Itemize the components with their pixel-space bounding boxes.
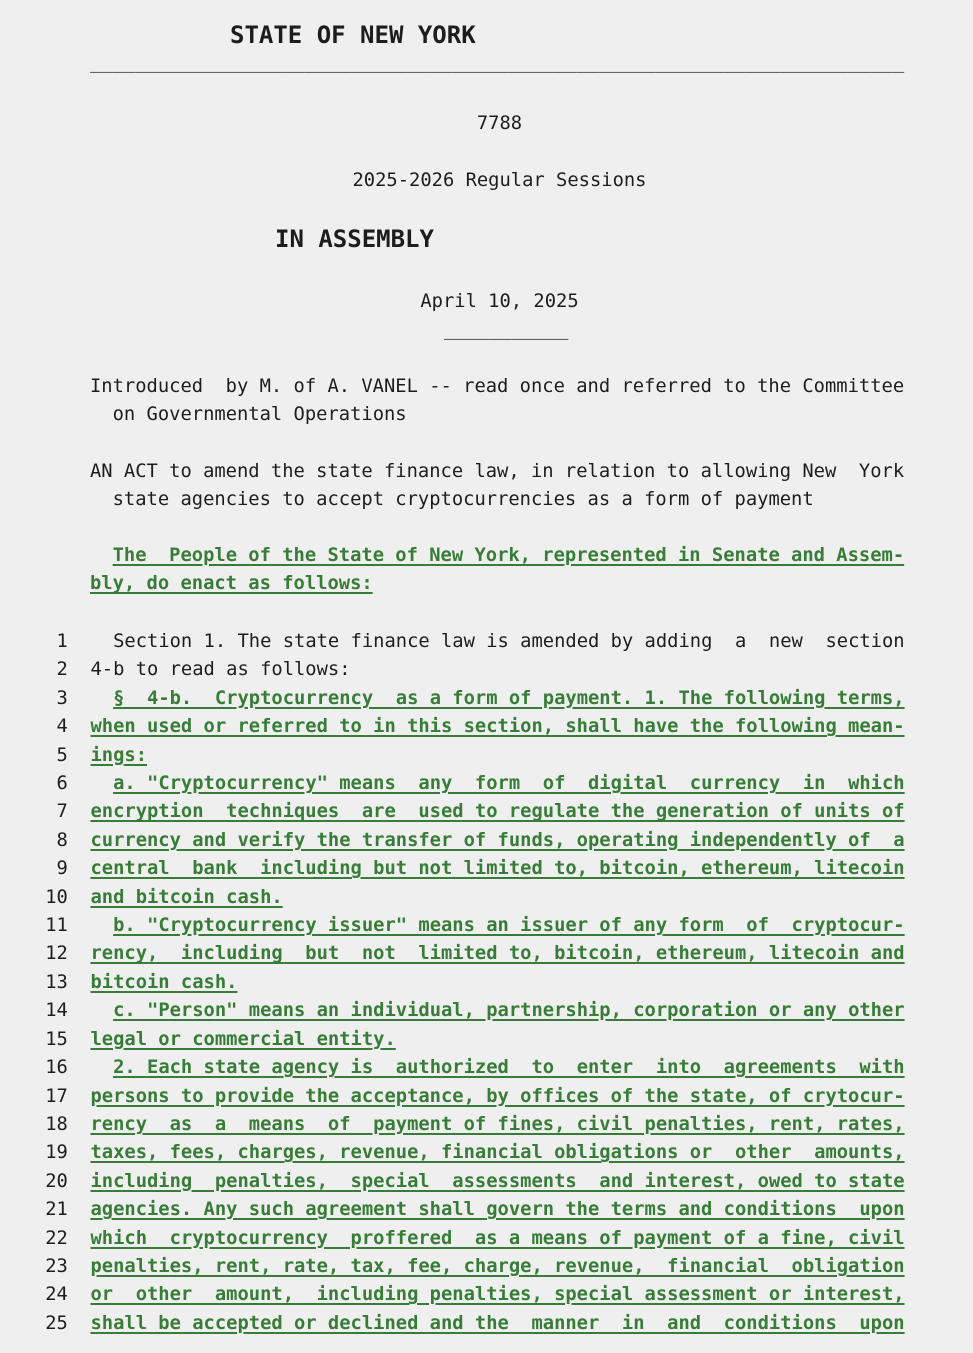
bill-line-14 — [0, 997, 905, 1025]
bill-line-18 — [0, 1111, 905, 1139]
bill-line-24 — [0, 1281, 905, 1309]
bill-line-7 — [0, 798, 905, 826]
line-number: 9 — [0, 858, 91, 880]
bill-line-10 — [0, 884, 905, 912]
line-number: 4 — [0, 716, 91, 738]
line-indent — [90, 545, 113, 566]
line-number: 20 — [0, 1170, 91, 1192]
bill-text-line-new — [90, 570, 904, 598]
line-indent — [90, 773, 113, 794]
chamber-heading: IN ASSEMBLY — [275, 225, 434, 253]
line-text: The People of the State of New York, represented in Senate and Assem- — [112, 545, 905, 566]
bill-number: 7788 — [476, 113, 523, 134]
bill-line-9 — [0, 855, 905, 883]
line-indent — [90, 1000, 113, 1021]
line-text: central bank including but not limited to, bitcoin, ethereum, litecoin — [90, 858, 905, 880]
line-text: a. "Cryptocurrency" means any form of digital currency in which — [113, 773, 905, 795]
bill-line-20 — [0, 1168, 905, 1196]
line-text: encryption techniques are used to regulate the generation of units of — [90, 801, 905, 823]
line-text: 2. Each state agency is authorized to enter into agreements with — [113, 1057, 905, 1079]
line-number: 15 — [0, 1028, 91, 1050]
top-rule: ________________________________________________________________________ — [90, 52, 905, 73]
line-number: 16 — [0, 1057, 91, 1079]
line-number: 5 — [0, 744, 91, 766]
line-text: shall be accepted or declined and the manner in and conditions upon — [90, 1312, 905, 1334]
line-text: ings: — [90, 744, 148, 766]
line-number: 11 — [0, 915, 91, 937]
line-text: 4-b to read as follows: — [90, 659, 351, 681]
sponsor-paragraph — [90, 373, 904, 430]
line-number: 7 — [0, 801, 91, 823]
line-number: 18 — [0, 1113, 91, 1135]
bill-line-1 — [0, 628, 905, 656]
session-label: 2025-2026 Regular Sessions — [352, 170, 647, 191]
bill-line-16 — [0, 1054, 905, 1082]
line-text: and bitcoin cash. — [90, 886, 283, 908]
line-text: b. "Cryptocurrency issuer" means an issuer of any form of cryptocur- — [113, 915, 905, 937]
line-text: including penalties, special assessments and interest, owed to state — [90, 1170, 905, 1192]
line-text: which cryptocurrency proffered as a means of payment of a fine, civil — [90, 1227, 905, 1249]
line-text: persons to provide the acceptance, by offices of the state, of crytocur- — [90, 1085, 905, 1107]
bill-line-4 — [0, 713, 905, 741]
bill-line-2 — [0, 656, 905, 684]
line-number: 1 — [0, 631, 91, 652]
act-clause — [90, 458, 904, 515]
line-indent — [90, 1057, 113, 1078]
line-number: 8 — [0, 829, 91, 851]
line-number: 3 — [0, 687, 91, 709]
line-number: 22 — [0, 1227, 91, 1249]
line-number: 25 — [0, 1312, 91, 1334]
bill-text-line — [90, 486, 904, 514]
line-text: on Governmental Operations — [112, 404, 407, 426]
bill-line-5 — [0, 742, 905, 770]
state-title: STATE OF NEW YORK — [230, 21, 476, 49]
line-number: 6 — [0, 773, 91, 795]
line-text: state agencies to accept cryptocurrencies as a form of payment — [112, 489, 814, 511]
line-indent — [90, 688, 113, 709]
line-text: taxes, fees, charges, revenue, financial obligations or other amounts, — [90, 1142, 905, 1164]
line-text: bitcoin cash. — [90, 971, 238, 993]
bill-date: April 10, 2025 — [420, 291, 579, 312]
bill-line-25 — [0, 1310, 905, 1338]
line-number: 23 — [0, 1255, 91, 1277]
line-number: 13 — [0, 971, 91, 993]
line-text: agencies. Any such agreement shall govern the terms and conditions upon — [90, 1199, 905, 1221]
enacting-clause — [90, 542, 904, 599]
bill-line-8 — [0, 827, 905, 855]
bill-line-3 — [0, 685, 905, 713]
bill-line-15 — [0, 1026, 905, 1054]
line-text: when used or referred to in this section, shall have the following mean- — [90, 716, 905, 738]
bill-text-line — [90, 373, 904, 401]
date-rule: ___________ — [444, 319, 569, 340]
bill-text-line — [90, 401, 904, 429]
line-indent — [90, 631, 113, 652]
bill-line-22 — [0, 1225, 905, 1253]
line-text: Introduced by M. of A. VANEL -- read once and referred to the Committee — [90, 376, 905, 397]
line-indent — [90, 915, 113, 936]
line-text: § 4-b. Cryptocurrency as a form of payment. 1. The following terms, — [113, 687, 905, 709]
line-number: 21 — [0, 1199, 91, 1221]
line-text: c. "Person" means an individual, partnership, corporation or any other — [113, 1000, 905, 1022]
bill-text-line — [90, 458, 904, 486]
line-number: 24 — [0, 1284, 91, 1306]
line-number: 17 — [0, 1085, 91, 1107]
line-text: AN ACT to amend the state finance law, in relation to allowing New York — [90, 461, 905, 482]
line-indent — [90, 404, 113, 425]
line-text: penalties, rent, rate, tax, fee, charge, revenue, financial obligation — [90, 1255, 905, 1277]
bill-line-6 — [0, 770, 905, 798]
bill-line-19 — [0, 1139, 905, 1167]
line-text: currency and verify the transfer of funds, operating independently of a — [90, 829, 905, 851]
line-text: rency, including but not limited to, bitcoin, ethereum, litecoin and — [90, 943, 905, 965]
line-text: rency as a means of payment of fines, civil penalties, rent, rates, — [90, 1113, 905, 1135]
line-number: 10 — [0, 886, 91, 908]
bill-line-12 — [0, 940, 905, 968]
line-text: or other amount, including penalties, special assessment or interest, — [90, 1284, 905, 1306]
line-text: legal or commercial entity. — [90, 1028, 396, 1050]
bill-lines — [0, 628, 905, 1338]
bill-text-line-new — [90, 542, 904, 570]
bill-line-13 — [0, 969, 905, 997]
line-number: 19 — [0, 1142, 91, 1164]
line-text: Section 1. The state finance law is amended by adding a new section — [113, 631, 905, 652]
line-number: 14 — [0, 1000, 91, 1022]
line-indent — [90, 489, 113, 510]
bill-line-11 — [0, 912, 905, 940]
bill-line-17 — [0, 1083, 905, 1111]
line-number: 2 — [0, 659, 91, 681]
line-number: 12 — [0, 943, 91, 965]
line-text: bly, do enact as follows: — [90, 573, 373, 595]
bill-line-23 — [0, 1253, 905, 1281]
bill-line-21 — [0, 1196, 905, 1224]
